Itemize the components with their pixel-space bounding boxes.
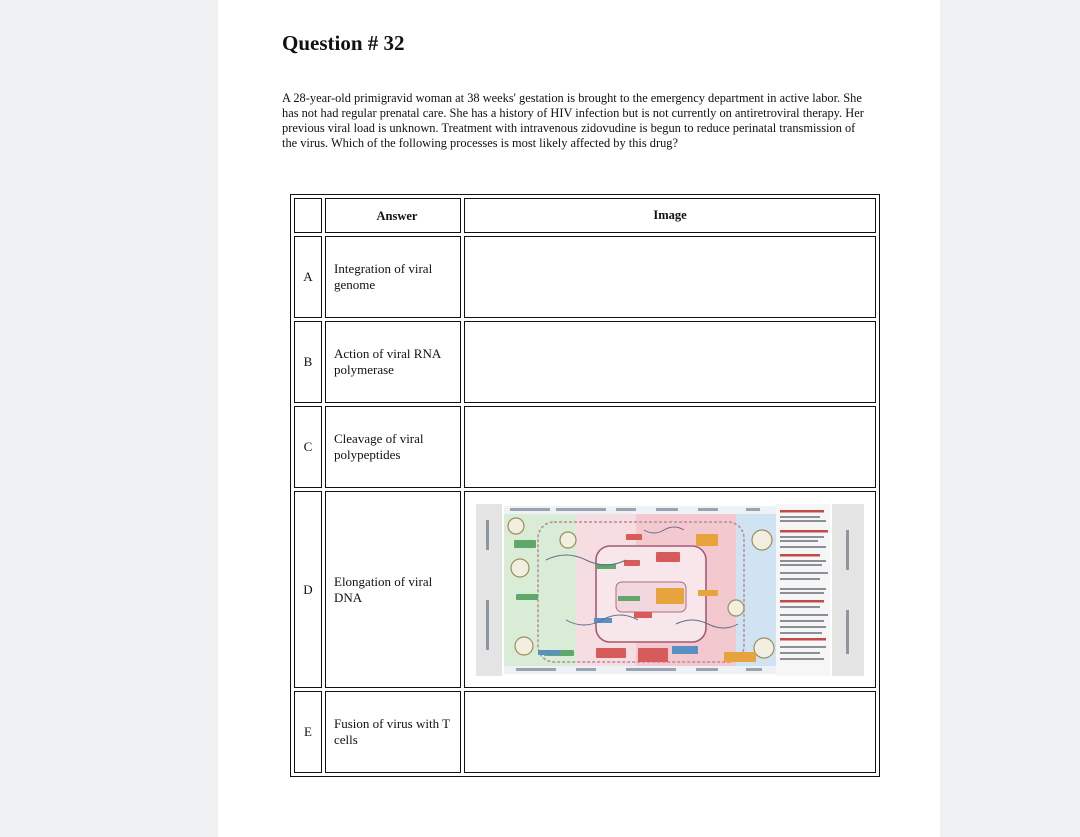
option-image-b (464, 321, 876, 403)
answer-row-d[interactable] (294, 491, 876, 688)
answer-table (290, 194, 880, 777)
question-stem: A 28-year-old primigravid woman at 38 weeks' gestation is brought to the emergency department in active labor. She has not had regular prenatal care. She has a history of HIV infection but is not currently on antiretroviral therapy. Her previous viral load is unknown. Treatment with intravenous zidovudine is begun to reduce perinatal transmission of the virus. Which of the following processes is most likely affected by this drug? (282, 91, 864, 150)
answer-row-e[interactable] (294, 691, 876, 773)
option-letter-d: D (294, 491, 322, 688)
option-text-e: Fusion of virus with T cells (325, 691, 461, 773)
option-letter-a: A (294, 236, 322, 318)
header-letter-cell (294, 198, 322, 233)
option-image-a (464, 236, 876, 318)
option-text-a: Integration of viral genome (325, 236, 461, 318)
answer-row-c[interactable] (294, 406, 876, 488)
answer-row-b[interactable] (294, 321, 876, 403)
header-answer: Answer (325, 198, 461, 233)
option-image-e (464, 691, 876, 773)
option-letter-b: B (294, 321, 322, 403)
option-text-b: Action of viral RNA polymerase (325, 321, 461, 403)
option-image-c (464, 406, 876, 488)
table-header-row (294, 198, 876, 233)
header-image: Image (464, 198, 876, 233)
option-letter-e: E (294, 691, 322, 773)
answer-row-a[interactable] (294, 236, 876, 318)
viral-replication-cycle-diagram (476, 500, 864, 680)
document-page (218, 0, 940, 837)
option-text-c: Cleavage of viral polypeptides (325, 406, 461, 488)
option-letter-c: C (294, 406, 322, 488)
option-image-d (464, 491, 876, 688)
question-title: Question # 32 (282, 31, 405, 55)
option-text-d: Elongation of viral DNA (325, 491, 461, 688)
